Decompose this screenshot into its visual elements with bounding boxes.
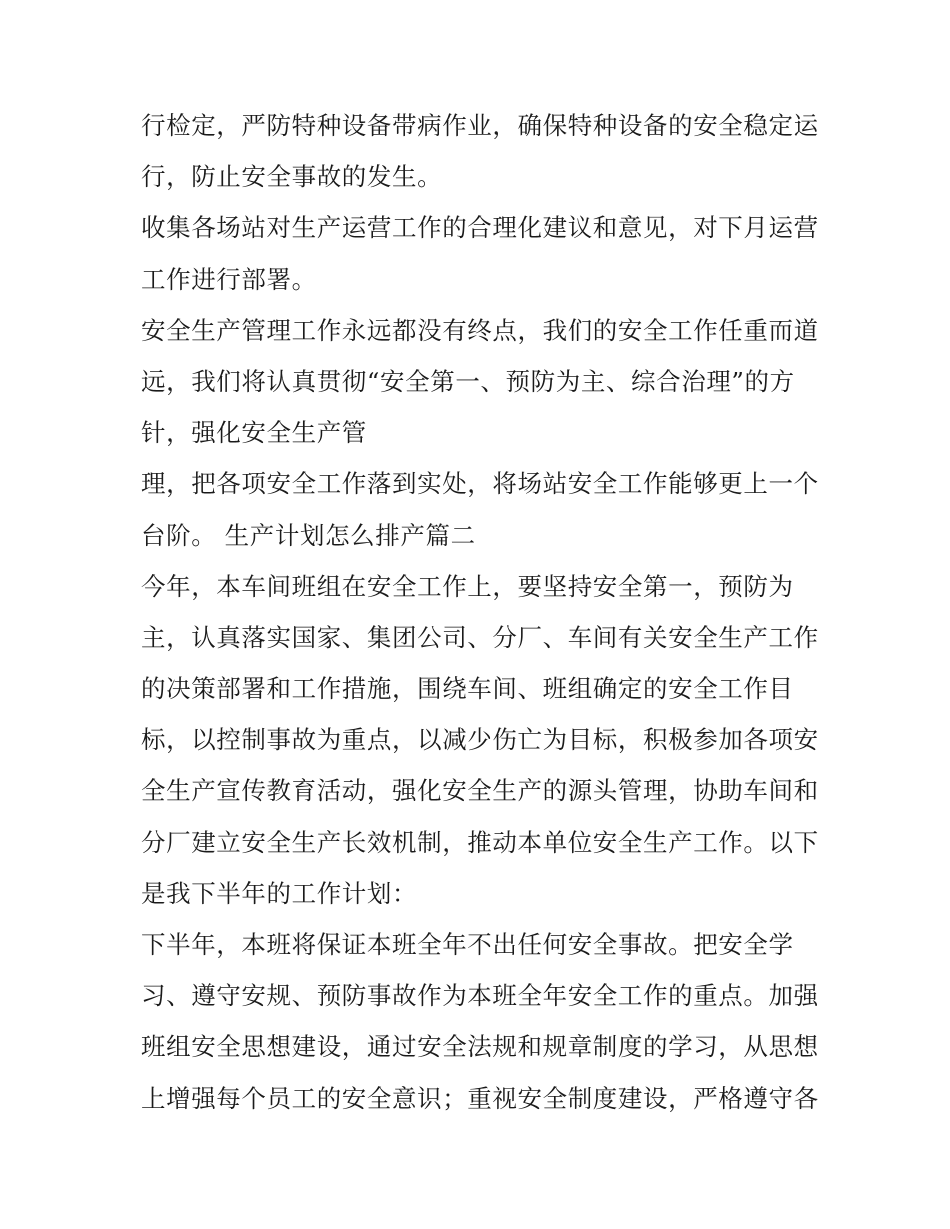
text-line: 安全生产管理工作永远都没有终点，我们的安全工作任重而道 (141, 315, 819, 345)
text-line: 台阶。 生产计划怎么排产篇二 (141, 520, 476, 550)
text-line: 远，我们将认真贯彻“安全第一、预防为主、综合治理”的方 (141, 366, 795, 396)
text-line: 今年，本车间班组在安全工作上，要坚持安全第一，预防为 (141, 571, 794, 601)
text-line: 标，以控制事故为重点，以减少伤亡为目标，积极参加各项安 (141, 725, 819, 755)
text-line: 下半年，本班将保证本班全年不出任何安全事故。把安全学 (141, 930, 794, 959)
body-text (141, 100, 821, 1124)
text-line: 班组安全思想建设，通过安全法规和规章制度的学习，从思想 (141, 1032, 819, 1062)
text-line: 全生产宣传教育活动，强化安全生产的源头管理，协助车间和 (141, 776, 819, 806)
text-line: 上增强每个员工的安全意识；重视安全制度建设，严格遵守各 (141, 1083, 819, 1113)
text-line: 行检定，严防特种设备带病作业，确保特种设备的安全稳定运 (141, 111, 819, 140)
text-line: 理，把各项安全工作落到实处，将场站安全工作能够更上一个 (141, 469, 819, 499)
text-line: 主，认真落实国家、集团公司、分厂、车间有关安全生产工作 (141, 622, 819, 652)
text-line: 是我下半年的工作计划： (141, 878, 418, 908)
text-line: 行，防止安全事故的发生。 (141, 162, 443, 192)
text-line: 收集各场站对生产运营工作的合理化建议和意见，对下月运营 (141, 213, 819, 243)
text-line: 工作进行部署。 (141, 264, 317, 294)
text-line: 针，强化安全生产管 (141, 418, 367, 448)
text-line: 习、遵守安规、预防事故作为本班全年安全工作的重点。加强 (141, 981, 819, 1011)
text-line: 的决策部署和工作措施，围绕车间、班组确定的安全工作目 (141, 674, 794, 704)
text-line: 分厂建立安全生产长效机制，推动本单位安全生产工作。以下 (141, 827, 819, 857)
